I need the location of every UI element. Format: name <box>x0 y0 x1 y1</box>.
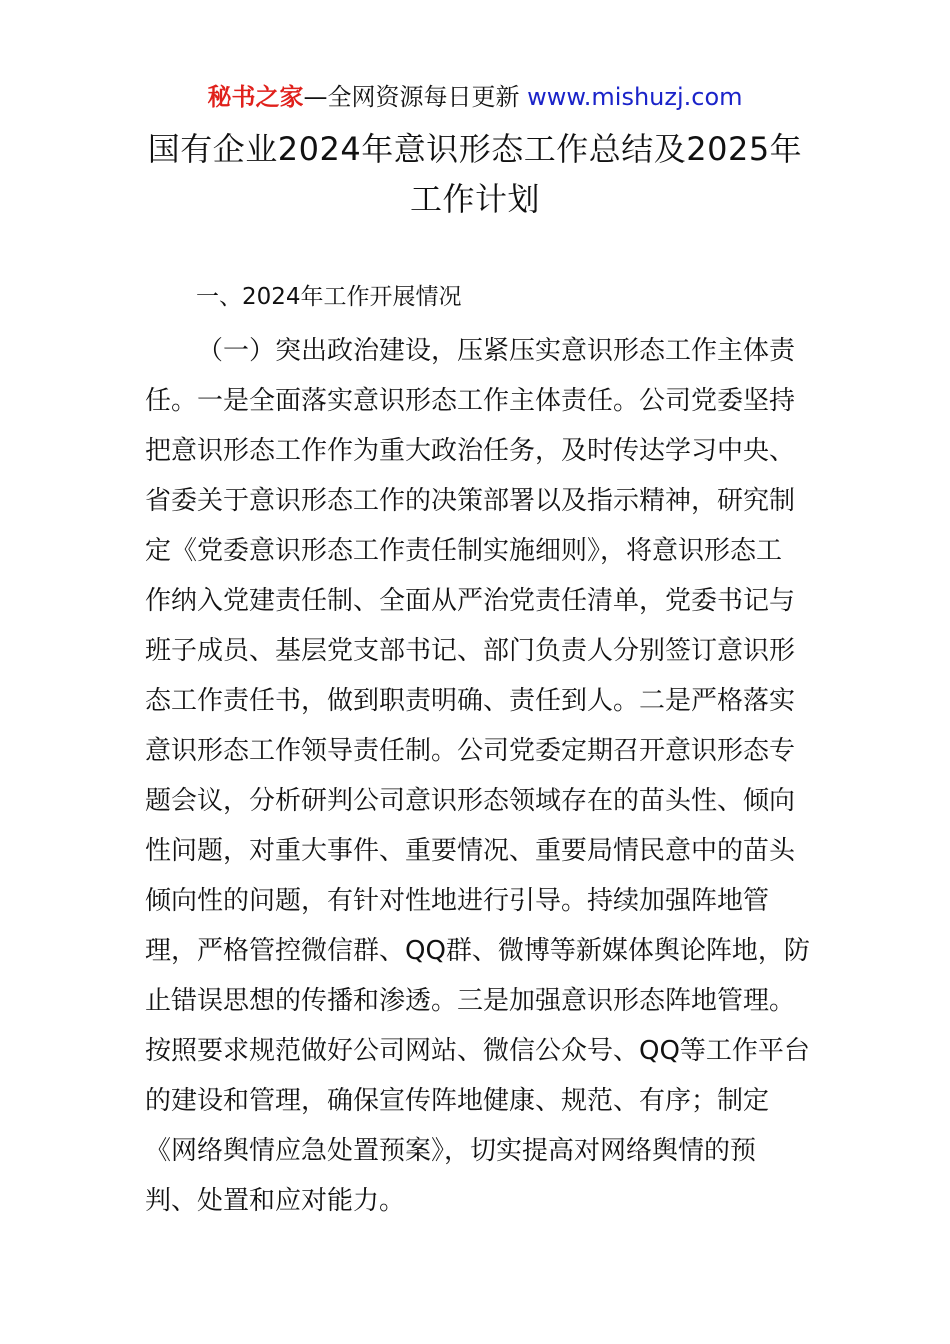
paragraph-line: 《网络舆情应急处置预案》，切实提高对网络舆情的预 <box>145 1136 757 1166</box>
document-title <box>130 124 820 224</box>
header-slogan: —全网资源每日更新 <box>303 83 520 111</box>
site-header <box>0 80 950 114</box>
paragraph-line: 态工作责任书，做到职责明确、责任到人。二是严格落实 <box>145 686 796 716</box>
paragraph-line: 任。一是全面落实意识形态工作主体责任。公司党委坚持 <box>145 386 796 416</box>
paragraph-line: 定《党委意识形态工作责任制实施细则》，将意识形态工 <box>145 536 783 566</box>
paragraph-line: 把意识形态工作作为重大政治任务，及时传达学习中央、 <box>145 436 796 466</box>
brand-name: 秘书之家 <box>207 83 304 111</box>
paragraph-line: 性问题，对重大事件、重要情况、重要局情民意中的苗头 <box>145 836 796 866</box>
paragraph-line: （一）突出政治建设，压紧压实意识形态工作主体责 <box>197 336 796 366</box>
paragraph-line: 的建设和管理，确保宣传阵地健康、规范、有序；制定 <box>145 1086 770 1116</box>
paragraph-line: 意识形态工作领导责任制。公司党委定期召开意识形态专 <box>145 736 796 766</box>
section-heading: 一、2024年工作开展情况 <box>196 284 462 310</box>
paragraph-line: 省委关于意识形态工作的决策部署以及指示精神，研究制 <box>145 486 796 516</box>
paragraph-line: 按照要求规范做好公司网站、微信公众号、QQ等工作平台 <box>145 1036 810 1066</box>
title-line-2: 工作计划 <box>409 180 540 218</box>
paragraph-line: 止错误思想的传播和渗透。三是加强意识形态阵地管理。 <box>145 986 796 1016</box>
paragraph-line: 班子成员、基层党支部书记、部门负责人分别签订意识形 <box>145 636 796 666</box>
paragraph-line: 判、处置和应对能力。 <box>145 1186 406 1216</box>
paragraph-line: 倾向性的问题，有针对性地进行引导。持续加强阵地管 <box>145 886 770 916</box>
paragraph-line: 理，严格管控微信群、QQ群、微博等新媒体舆论阵地，防 <box>145 936 810 966</box>
title-line-1: 国有企业2024年意识形态工作总结及2025年 <box>147 130 803 168</box>
site-url-link[interactable]: www.mishuzj.com <box>527 83 743 111</box>
paragraph-line: 题会议，分析研判公司意识形态领域存在的苗头性、倾向 <box>145 786 796 816</box>
paragraph-line: 作纳入党建责任制、全面从严治党责任清单，党委书记与 <box>145 586 796 616</box>
body-paragraph <box>145 326 810 1226</box>
